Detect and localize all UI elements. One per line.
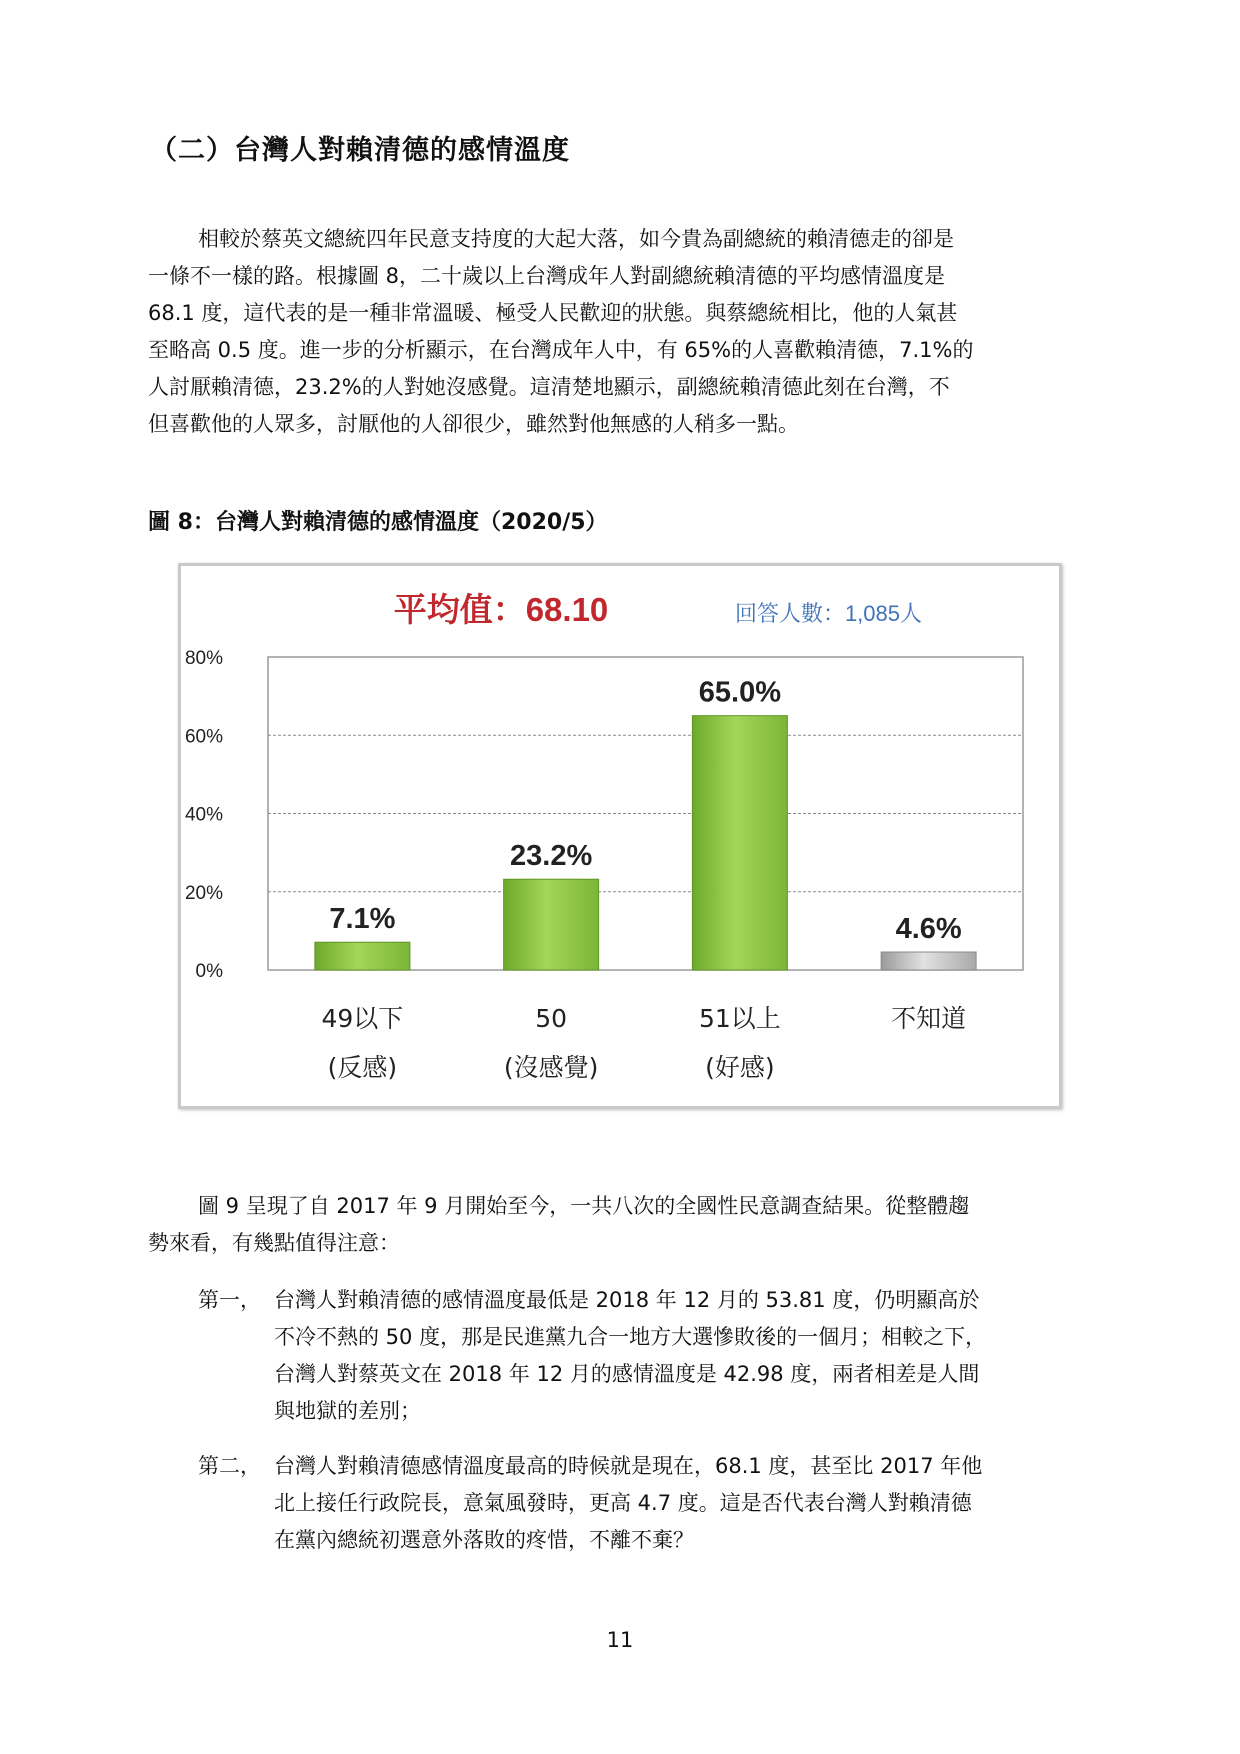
y-tick-label: 40% <box>184 804 223 826</box>
chart-svg <box>181 566 1059 1106</box>
paragraph-line: 但喜歡他的人眾多，討厭他的人卻很少，雖然對他無感的人稍多一點。 <box>148 412 799 436</box>
x-category-label: 不知道 <box>891 1004 967 1033</box>
intro-paragraph <box>148 221 1096 443</box>
paragraph-line: 勢來看，有幾點值得注意： <box>148 1231 400 1255</box>
bar <box>315 942 410 970</box>
y-tick-label: 80% <box>184 648 223 669</box>
point-line: 不冷不熱的 50 度，那是民進黨九合一地方大選慘敗後的一個月；相較之下， <box>274 1325 987 1349</box>
x-category-sublabel: (沒感覺) <box>503 1053 599 1082</box>
bar-value-label: 7.1% <box>329 903 396 936</box>
survey-paragraph <box>148 1188 1096 1262</box>
paragraph-line: 一條不一樣的路。根據圖 8，二十歲以上台灣成年人對副總統賴清德的平均感情溫度是 <box>148 264 946 288</box>
point-line: 北上接任行政院長，意氣風發時，更高 4.7 度。這是否代表台灣人對賴清德 <box>274 1491 972 1515</box>
bar <box>881 952 976 970</box>
point-item <box>198 1282 1098 1430</box>
paragraph-line: 相較於蔡英文總統四年民意支持度的大起大落，如今貴為副總統的賴清德走的卻是 <box>198 227 954 251</box>
chart-title: 平均值：68.10 <box>393 591 609 628</box>
x-category-sublabel: (好感) <box>705 1053 775 1082</box>
x-category-label: 50 <box>535 1004 568 1033</box>
point-lead: 第一， <box>198 1288 261 1312</box>
x-category-sublabel: (反感) <box>327 1053 398 1082</box>
bar-value-label: 4.6% <box>895 913 962 946</box>
y-tick-label: 60% <box>184 726 223 748</box>
paragraph-line: 68.1 度，這代表的是一種非常溫暖、極受人民歡迎的狀態。與蔡總統相比，他的人氣甚 <box>148 301 958 325</box>
bar <box>692 716 787 970</box>
y-tick-label: 0% <box>195 961 223 982</box>
x-category-label: 49以下 <box>321 1004 404 1033</box>
section-heading: （二）台灣人對賴清德的感情溫度 <box>150 135 570 166</box>
bar-value-label: 23.2% <box>510 840 593 873</box>
figure-title: 圖 8：台灣人對賴清德的感情溫度（2020/5） <box>148 510 608 535</box>
point-line: 在黨內總統初選意外落敗的疼惜，不離不棄？ <box>274 1528 694 1552</box>
paragraph-line: 圖 9 呈現了自 2017 年 9 月開始至今，一共八次的全國性民意調查結果。從整體趨 <box>198 1194 970 1218</box>
x-category-label: 51以上 <box>698 1004 781 1033</box>
point-line: 台灣人對蔡英文在 2018 年 12 月的感情溫度是 42.98 度，兩者相差是人間 <box>274 1362 980 1386</box>
paragraph-line: 至略高 0.5 度。進一步的分析顯示，在台灣成年人中，有 65%的人喜歡賴清德，7.1%的 <box>148 338 974 362</box>
point-line: 台灣人對賴清德的感情溫度最低是 2018 年 12 月的 53.81 度，仍明顯高於 <box>274 1288 980 1312</box>
bar-chart <box>178 563 1062 1109</box>
paragraph-line: 人討厭賴清德，23.2%的人對她沒感覺。這清楚地顯示，副總統賴清德此刻在台灣，不 <box>148 375 950 399</box>
bar-value-label: 65.0% <box>698 676 781 709</box>
point-item <box>198 1448 1098 1559</box>
point-lead: 第二， <box>198 1454 261 1478</box>
point-line: 台灣人對賴清德感情溫度最高的時候就是現在，68.1 度，甚至比 2017 年他 <box>274 1454 983 1478</box>
y-tick-label: 20% <box>184 882 223 904</box>
bar <box>504 879 599 970</box>
page-number: 11 <box>606 1628 634 1652</box>
respondents-note: 回答人數：1,085人 <box>734 601 922 626</box>
point-line: 與地獄的差別； <box>274 1399 421 1423</box>
